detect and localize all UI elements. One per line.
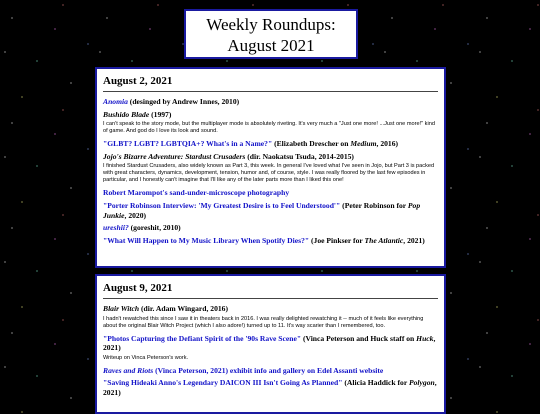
list-item <box>103 110 438 120</box>
entry-link[interactable]: Anomia <box>103 97 128 106</box>
entry-publication: Medium <box>350 139 377 149</box>
list-item <box>103 378 438 397</box>
week-section-august-2 <box>95 67 446 268</box>
entry-link-exhibit[interactable]: (Vinca Peterson, 2021) exhibit info and gallery on Edel Assanti website <box>153 365 384 375</box>
entry-link[interactable]: "Saving Hideaki Anno's Legendary DAICON III Isn't Going As Planned" <box>103 378 343 388</box>
list-item <box>103 236 438 246</box>
entry-title: Blair Witch <box>103 304 140 313</box>
entry-credit: (goreshit, 2010) <box>128 223 181 233</box>
entry-credit: (Joe Pinkser for <box>309 235 365 245</box>
page-title-line-2: August 2021 <box>227 36 315 55</box>
entry-credit: (desinged by Andrew Innes, 2010) <box>127 97 240 106</box>
entry-description: I can't speak to the story mode, but the multiplayer mode is absolutely riveting. It's very much a "Just one more! ...Just one more!" kind of game. And god do I love its look and sound. <box>103 121 435 135</box>
week-section-august-9 <box>95 274 446 414</box>
entry-link[interactable]: Robert Marompot's sand-under-microscope photography <box>103 188 290 198</box>
list-item <box>103 304 438 314</box>
entry-description: Writeup on Vinca Peterson's work. <box>103 354 189 361</box>
page-title-box <box>184 9 358 59</box>
entry-credit: (Alicia Haddick for <box>342 378 409 388</box>
entry-link[interactable]: Raves and Riots <box>103 365 154 375</box>
entry-credit: (dir. Adam Wingard, 2016) <box>139 304 228 313</box>
week-heading: August 9, 2021 <box>103 281 438 299</box>
entry-credit: (dir. Naokatsu Tsuda, 2014-2015) <box>245 151 354 161</box>
entry-publication: Huck <box>416 333 434 343</box>
entry-description: I finished Stardust Crusaders, also widely known as Part 3, this week. In general I've loved what I've seen in Jojo, but Part 3 is packed with great characters, dynamics, development, tension, humor and, of course, style. I was really floored by the last few episodes in particular, and I honestly can't imagine that I'll like any of the later parts more than I liked this one! <box>103 163 435 184</box>
entry-credit-end: , 2020) <box>124 210 147 220</box>
week-heading: August 2, 2021 <box>103 74 438 92</box>
list-item <box>103 139 438 149</box>
entry-title: Jojo's Bizarre Adventure: Stardust Crusaders <box>103 151 246 161</box>
entry-link[interactable]: "GLBT? LGBT? LGBTQIA+? What's in a Name?" <box>103 139 273 149</box>
list-item <box>103 201 438 220</box>
list-item <box>103 223 438 233</box>
entry-link[interactable]: "Photos Capturing the Defiant Spirit of the '90s Rave Scene" <box>103 333 302 343</box>
list-item <box>103 97 438 107</box>
entry-credit-end: , 2021) <box>103 333 436 353</box>
list-item <box>103 334 438 353</box>
entry-publication: Polygon <box>409 378 435 388</box>
list-item <box>103 152 438 162</box>
page-title-line-1: Weekly Roundups: <box>206 15 336 34</box>
entry-link[interactable]: ureshii? <box>103 223 129 233</box>
entry-publication: Pop Junkie <box>103 200 421 220</box>
entry-credit: (Peter Robinson for <box>340 200 408 210</box>
entry-credit: (Vinca Peterson and Huck staff on <box>301 333 417 343</box>
list-item <box>103 366 438 376</box>
entry-title: Bushido Blade <box>103 109 150 119</box>
entry-credit-end: , 2021) <box>103 378 437 397</box>
entry-credit-end: , 2021) <box>403 235 425 245</box>
entry-credit: (1997) <box>149 109 172 119</box>
entry-credit: (Elizabeth Drescher on <box>272 139 351 149</box>
list-item <box>103 188 438 198</box>
entry-link[interactable]: "What Will Happen to My Music Library When Spotify Dies?" <box>103 235 310 245</box>
entry-link[interactable]: "Porter Robinson Interview: 'My Greatest Desire is to Feel Understood'" <box>103 200 341 210</box>
entry-publication: The Atlantic <box>364 235 404 245</box>
entry-credit-end: , 2016) <box>376 139 399 149</box>
entry-description: I hadn't rewatched this since I saw it in theaters back in 2016. I was really delighted rewatching it -- much of it feels like everything about the original Blair Witch Project (which I also adore!) turned up to 11. It's way scarier than I remembered, too. <box>103 315 424 329</box>
